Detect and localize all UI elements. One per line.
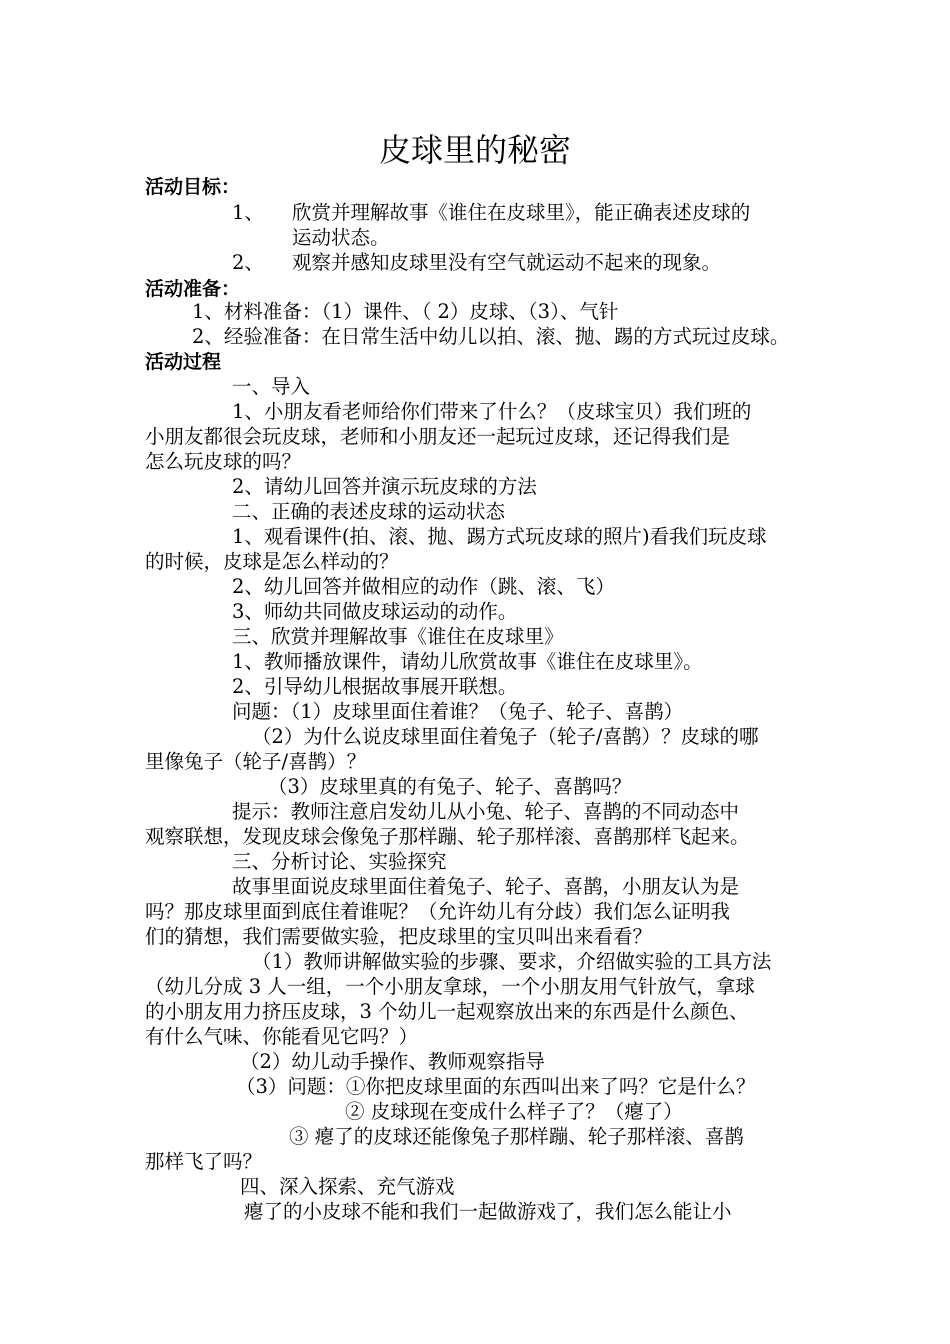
body-line: 一、导入 xyxy=(232,375,311,398)
body-line: 三、欣赏并理解故事《谁住在皮球里》 xyxy=(232,625,564,648)
goal-number: 2、 xyxy=(232,251,264,274)
body-line: 1、观看课件(拍、滚、抛、踢方式玩皮球的照片)看我们玩皮球 xyxy=(232,525,767,548)
page-title: 皮球里的秘密 xyxy=(378,131,571,169)
body-line: 提示：教师注意启发幼儿从小兔、轮子、喜鹊的不同动态中 xyxy=(232,800,740,823)
body-line: 小朋友都很会玩皮球，老师和小朋友还一起玩过皮球，还记得我们是 xyxy=(145,425,731,448)
body-line: 1、教师播放课件，请幼儿欣赏故事《谁住在皮球里》。 xyxy=(232,650,703,673)
body-line: ③ 瘪了的皮球还能像兔子那样蹦、轮子那样滚、喜鹊 xyxy=(289,1125,744,1148)
body-line: （幼儿分成 3 人一组，一个小朋友拿球，一个小朋友用气针放气，拿球 xyxy=(145,975,755,998)
goals-heading: 活动目标： xyxy=(145,176,241,198)
body-line: 问题：（1）皮球里面住着谁？（兔子、轮子、喜鹊） xyxy=(232,700,684,723)
goal-text: 运动状态。 xyxy=(292,226,390,249)
body-line: 瘪了的小皮球不能和我们一起做游戏了，我们怎么能让小 xyxy=(244,1200,732,1223)
body-line: 2、引导幼儿根据故事展开联想。 xyxy=(232,675,518,698)
body-line: （3）问题：①你把皮球里面的东西叫出来了吗？它是什么？ xyxy=(236,1075,756,1098)
body-line: 的时候，皮球是怎么样动的？ xyxy=(145,550,399,573)
body-line: 里像兔子（轮子/喜鹊）？ xyxy=(145,750,367,773)
process-heading: 活动过程 xyxy=(145,351,222,373)
body-line: 那样飞了吗？ xyxy=(145,1150,263,1173)
body-line: 1、小朋友看老师给你们带来了什么？（皮球宝贝）我们班的 xyxy=(232,400,752,423)
body-line: ② 皮球现在变成什么样子了？（瘪了） xyxy=(345,1100,683,1123)
body-line: 们的猜想，我们需要做实验，把皮球里的宝贝叫出来看看？ xyxy=(145,925,653,948)
body-line: （3）皮球里真的有兔子、轮子、喜鹊吗？ xyxy=(268,775,632,798)
body-line: （1）教师讲解做实验的步骤、要求，介绍做实验的工具方法 xyxy=(252,950,772,973)
prep-item: 1、材料准备：（1）课件、（ 2）皮球、（3）、气针 xyxy=(192,300,619,323)
body-line: 观察联想，发现皮球会像兔子那样蹦、轮子那样滚、喜鹊那样飞起来。 xyxy=(145,825,750,848)
body-line: 有什么气味、你能看见它吗？） xyxy=(145,1025,419,1048)
body-line: 的小朋友用力挤压皮球，3 个幼儿一起观察放出来的东西是什么颜色、 xyxy=(145,1000,749,1023)
body-line: 故事里面说皮球里面住着兔子、轮子、喜鹊，小朋友认为是 xyxy=(232,875,740,898)
body-line: 吗？那皮球里面到底住着谁呢？（允许幼儿有分歧）我们怎么证明我 xyxy=(145,900,731,923)
body-line: 3、师幼共同做皮球运动的动作。 xyxy=(232,600,518,623)
goal-text: 观察并感知皮球里没有空气就运动不起来的现象。 xyxy=(292,251,722,274)
body-line: 怎么玩皮球的吗？ xyxy=(145,450,302,473)
goal-number: 1、 xyxy=(232,201,264,224)
body-line: 二、正确的表述皮球的运动状态 xyxy=(232,500,506,523)
body-line: （2）为什么说皮球里面住着兔子（轮子/喜鹊）？皮球的哪 xyxy=(252,725,759,748)
goal-text: 欣赏并理解故事《谁住在皮球里》，能正确表述皮球的 xyxy=(292,201,751,224)
body-line: 2、请幼儿回答并演示玩皮球的方法 xyxy=(232,475,537,498)
body-line: （2）幼儿动手操作、教师观察指导 xyxy=(240,1050,545,1073)
body-line: 四、深入探索、充气游戏 xyxy=(240,1175,455,1198)
prep-heading: 活动准备： xyxy=(145,278,241,300)
prep-item: 2、经验准备：在日常生活中幼儿以拍、滚、抛、踢的方式玩过皮球。 xyxy=(192,325,790,348)
body-line: 三、分析讨论、实验探究 xyxy=(232,850,447,873)
body-line: 2、幼儿回答并做相应的动作（跳、滚、飞） xyxy=(232,575,615,598)
